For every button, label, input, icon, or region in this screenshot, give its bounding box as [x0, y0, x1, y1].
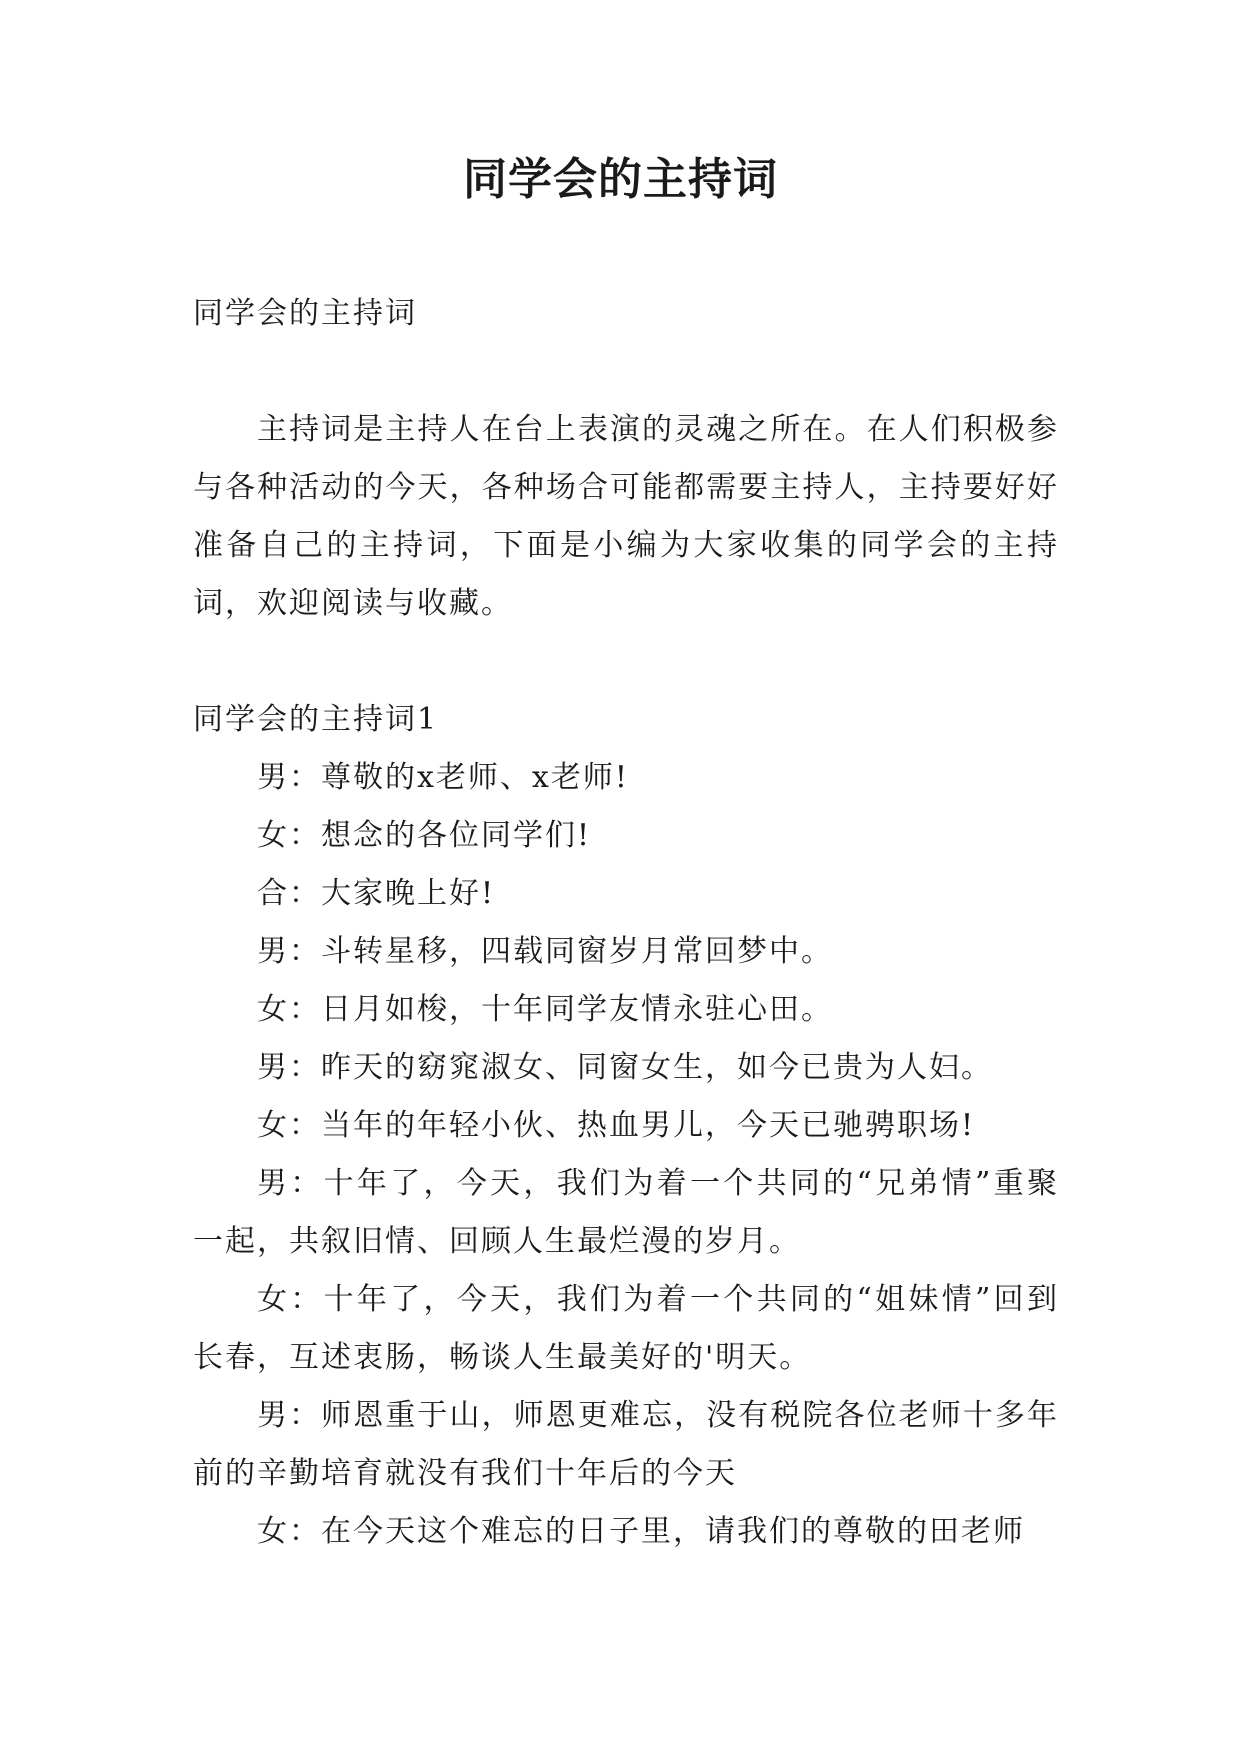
- dialogue-line: 男：斗转星移，四载同窗岁月常回梦中。: [257, 934, 833, 969]
- document-body: [193, 285, 1059, 1561]
- dialogue-line: 男：十年了，今天，我们为着一个共同的“兄弟情”重聚一起，共叙旧情、回顾人生最烂漫的岁月。: [193, 1166, 1059, 1259]
- dialogue-line: 女：当年的年轻小伙、热血男儿，今天已驰骋职场!: [257, 1108, 976, 1143]
- paragraph-gap: [193, 633, 1059, 691]
- dialogue-line: 女：日月如梭，十年同学友情永驻心田。: [257, 992, 833, 1027]
- dialogue-line: 男：尊敬的x老师、x老师!: [257, 760, 629, 795]
- dialogue-line: 女：在今天这个难忘的日子里，请我们的尊敬的田老师: [257, 1514, 1025, 1549]
- paragraph-gap: [193, 343, 1059, 401]
- dialogue-line: 男：师恩重于山，师恩更难忘，没有税院各位老师十多年前的辛勤培育就没有我们十年后的今天: [193, 1398, 1059, 1491]
- section-heading: 同学会的主持词1: [193, 702, 439, 737]
- dialogue-line: 男：昨天的窈窕淑女、同窗女生，如今已贵为人妇。: [257, 1050, 993, 1085]
- dialogue-line: 女：想念的各位同学们!: [257, 818, 592, 853]
- document-title: 同学会的主持词: [463, 154, 778, 205]
- dialogue-line: 合：大家晚上好!: [257, 876, 496, 911]
- document-subtitle: 同学会的主持词: [193, 296, 417, 331]
- dialogue-line: 女：十年了，今天，我们为着一个共同的“姐妹情”回到长春，互述衷肠，畅谈人生最美好的'明天。: [193, 1282, 1059, 1375]
- intro-paragraph: 主持词是主持人在台上表演的灵魂之所在。在人们积极参与各种活动的今天，各种场合可能都需要主持人，主持要好好准备自己的主持词，下面是小编为大家收集的同学会的主持词，欢迎阅读与收藏。: [193, 412, 1059, 621]
